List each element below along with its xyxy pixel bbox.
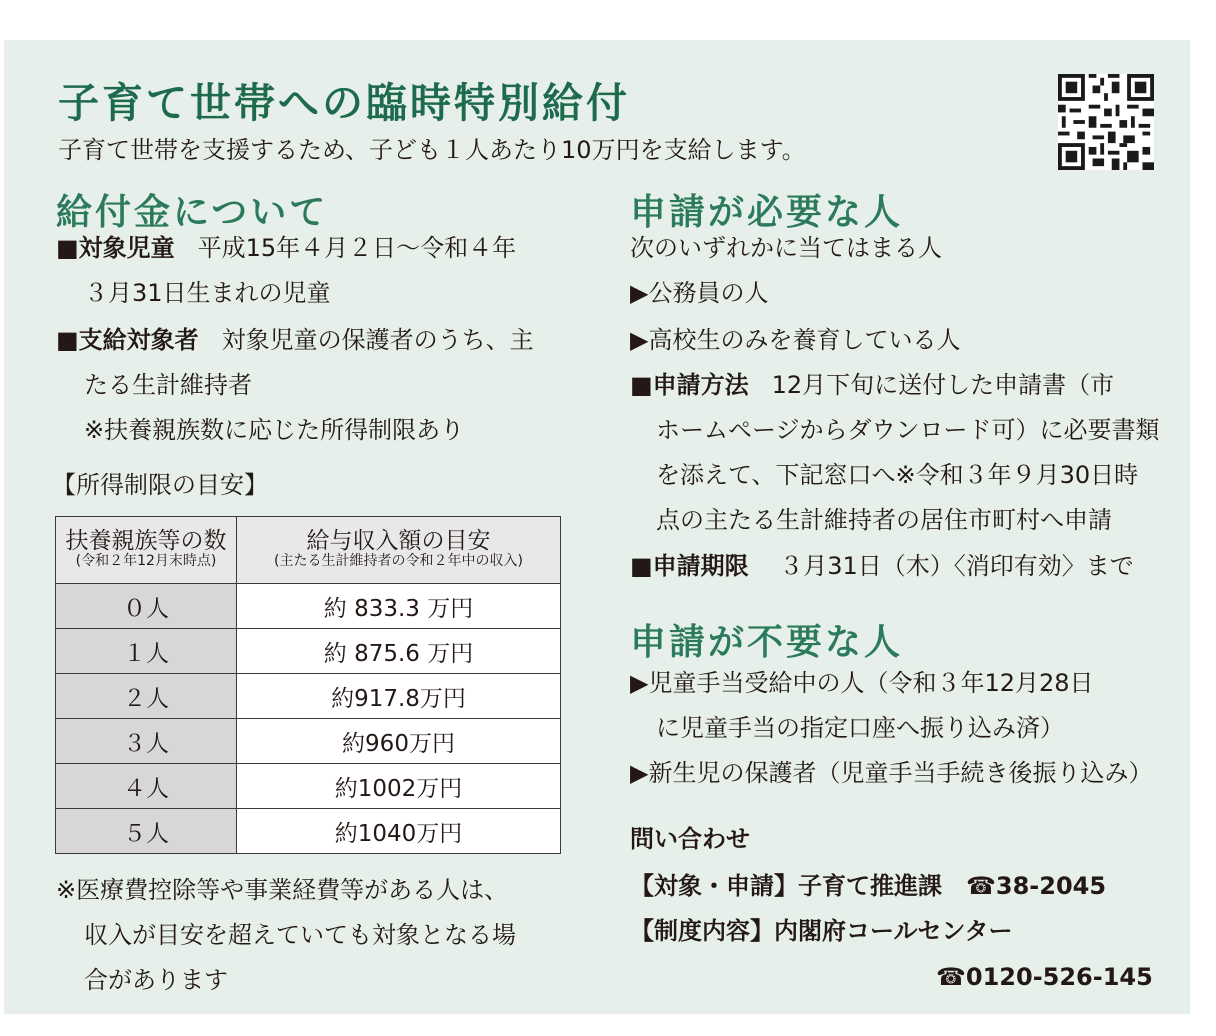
- table-row: [56, 764, 561, 809]
- contact-application[interactable]: 【対象・申請】子育て推進課 ☎38-2045: [630, 872, 1107, 900]
- target-children-line2: ３月31日生まれの児童: [84, 279, 331, 307]
- heading-about-benefit: 給付金について: [56, 192, 329, 233]
- payee-line1: [56, 318, 534, 363]
- heading-application-required: 申請が必要な人: [630, 192, 904, 233]
- contact-cabinet-office: 【制度内容】内閣府コールセンター: [630, 917, 1013, 945]
- method-text: 12月下旬に送付した申請書（市: [771, 371, 1115, 399]
- dependents-count: ４人: [56, 764, 237, 809]
- col-income-header: [237, 517, 561, 584]
- table-header-row: [56, 517, 561, 584]
- table-row: [56, 719, 561, 764]
- table-row: [56, 629, 561, 674]
- method-line1: [630, 363, 1114, 408]
- table-row: [56, 809, 561, 854]
- payee-label: ■支給対象者: [56, 326, 199, 354]
- not-required-item2: ▶新生児の保護者（児童手当手続き後振り込み）: [630, 759, 1153, 787]
- deadline-label: ■申請期限: [630, 552, 749, 580]
- dependents-count: ３人: [56, 719, 237, 764]
- required-item-civil-servant: ▶公務員の人: [630, 279, 769, 307]
- payee-text: 対象児童の保護者のうち、主: [221, 326, 534, 354]
- income-estimate: 約 833.3 万円: [237, 584, 561, 629]
- not-required-item1-line2: に児童手当の指定口座へ振り込み済）: [656, 714, 1064, 742]
- col-dependents-subtitle: (令和２年12月末時点): [75, 553, 217, 569]
- income-estimate: 約960万円: [237, 719, 561, 764]
- payee-note: ※扶養親族数に応じた所得制限あり: [84, 416, 465, 444]
- page-title: 子育て世帯への臨時特別給付: [58, 79, 630, 127]
- income-estimate: 約1002万円: [237, 764, 561, 809]
- table-title: 【所得制限の目安】: [52, 471, 268, 499]
- deadline-line: [630, 544, 1134, 589]
- payee-line2: たる生計維持者: [84, 371, 252, 399]
- method-label: ■申請方法: [630, 371, 749, 399]
- table-row: [56, 584, 561, 629]
- col-dependents-title: 扶養親族等の数: [65, 528, 227, 554]
- required-item-highschool: ▶高校生のみを養育している人: [630, 326, 961, 354]
- footnote-line1: ※医療費控除等や事業経費等がある人は、: [56, 876, 509, 904]
- deadline-text: ３月31日（木）〈消印有効〉まで: [779, 552, 1134, 580]
- income-estimate: 約1040万円: [237, 809, 561, 854]
- qr-code-icon[interactable]: [1058, 74, 1154, 170]
- col-income-subtitle: (主たる生計維持者の令和２年中の収入): [274, 553, 523, 569]
- target-children-text: 平成15年４月２日〜令和４年: [197, 234, 517, 262]
- income-estimate: 約 875.6 万円: [237, 629, 561, 674]
- page-subtitle: 子育て世帯を支援するため、子ども１人あたり10万円を支給します。: [58, 136, 806, 164]
- footnote-line3: 合があります: [84, 966, 228, 994]
- dependents-count: ５人: [56, 809, 237, 854]
- required-intro: 次のいずれかに当てはまる人: [630, 234, 942, 262]
- target-children-line1: [56, 226, 516, 271]
- income-limit-table: [55, 516, 561, 854]
- table-row: [56, 674, 561, 719]
- method-line3: を添えて、下記窓口へ※令和３年９月30日時: [656, 461, 1139, 489]
- method-line2: ホームページからダウンロード可）に必要書類: [656, 416, 1160, 444]
- col-dependents-header: [56, 517, 237, 584]
- dependents-count: ２人: [56, 674, 237, 719]
- not-required-item1-line1: ▶児童手当受給中の人（令和３年12月28日: [630, 669, 1094, 697]
- col-income-title: 給与収入額の目安: [306, 528, 491, 554]
- footnote-line2: 収入が目安を超えていても対象となる場: [84, 921, 516, 949]
- target-children-label: ■対象児童: [56, 234, 175, 262]
- contact-heading: 問い合わせ: [630, 825, 750, 853]
- dependents-count: ０人: [56, 584, 237, 629]
- heading-application-not-required: 申請が不要な人: [630, 622, 904, 663]
- dependents-count: １人: [56, 629, 237, 674]
- income-estimate: 約917.8万円: [237, 674, 561, 719]
- contact-call-center-phone[interactable]: ☎0120-526-145: [936, 963, 1153, 991]
- method-line4: 点の主たる生計維持者の居住市町村へ申請: [656, 506, 1112, 534]
